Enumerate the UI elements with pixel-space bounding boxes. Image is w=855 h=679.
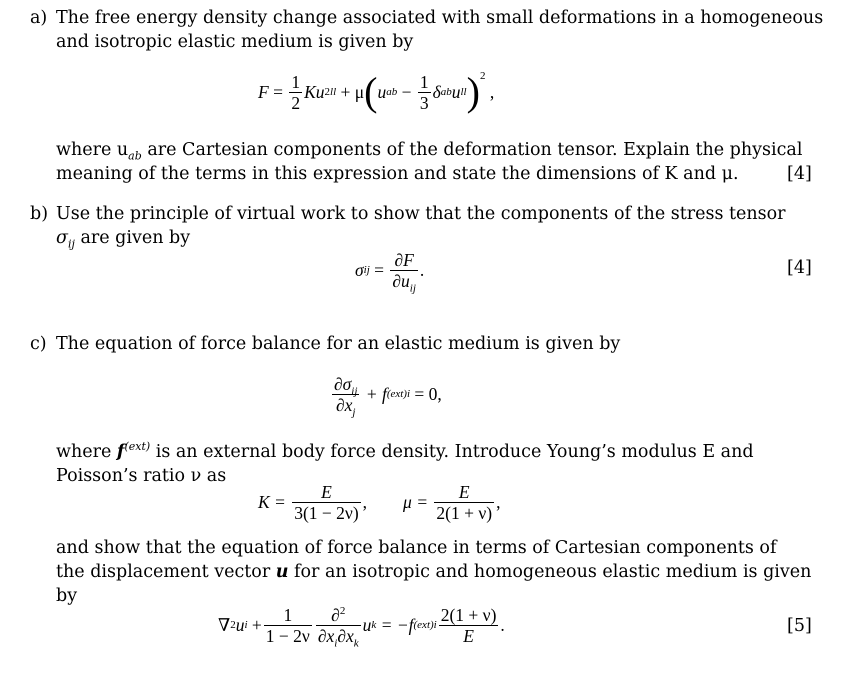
- part-c-line-5: the displacement vector u for an isotropic and homogeneous elastic medium is given: [56, 562, 812, 582]
- equation-moduli: K = $\frac{E}{3(1 - 2\nu)}$ , μ = $\frac{E}{2(1 + \nu)}$ ,: [258, 481, 501, 523]
- equation-navier: ∇ 2 u i + $\frac{1}{1 - 2\nu}$ $\frac{\partial^2}{\partial x_i\partial x_k}$ u k = −f (ext) i $\frac{2(1 + \nu)}{E}$ .: [218, 604, 505, 649]
- equation-stress: σ ij = $\frac{\partial F}{\partial u_{ij}}$ .: [355, 249, 425, 294]
- part-a-line-2: and isotropic elastic medium is given by: [56, 32, 414, 52]
- part-a-marks: [4]: [787, 164, 812, 184]
- equation-free-energy: F = $\frac{1}{2}$ Ku 2 ll + μ ( u ab − $\frac{1}{3}$ δ ab u ll ) $^2$ ,: [258, 69, 495, 114]
- part-a-label: a): [30, 8, 48, 28]
- part-a-line-3: where $u_{ab}$ are Cartesian components of the deformation tensor. Explain the physical: [56, 140, 803, 163]
- part-c-line-2: where $f^{(ext)}$ is an external body force density. Introduce Young’s modulus E and: [56, 440, 754, 462]
- part-c-line-1: The equation of force balance for an elastic medium is given by: [56, 334, 621, 354]
- part-a-line-1: The free energy density change associated with small deformations in a homogeneous: [56, 8, 824, 28]
- equation-force-balance: $\frac{\partial\sigma_{ij}}{\partial x_j}$ + f (ext) i = 0,: [334, 373, 442, 418]
- part-c-line-4: and show that the equation of force balance in terms of Cartesian components of: [56, 538, 777, 558]
- part-a-line-4: meaning of the terms in this expression and state the dimensions of K and μ.: [56, 164, 739, 184]
- part-c-marks: [5]: [787, 616, 812, 636]
- part-b-marks: [4]: [787, 258, 812, 278]
- part-c-label: c): [30, 334, 47, 354]
- part-b-line-1: Use the principle of virtual work to show that the components of the stress tensor: [56, 204, 786, 224]
- part-c-line-6: by: [56, 586, 78, 606]
- part-c-line-3: Poisson’s ratio ν as: [56, 466, 227, 486]
- part-b-line-2: $\sigma_{ij}$ are given by: [56, 228, 191, 251]
- part-b-label: b): [30, 204, 49, 224]
